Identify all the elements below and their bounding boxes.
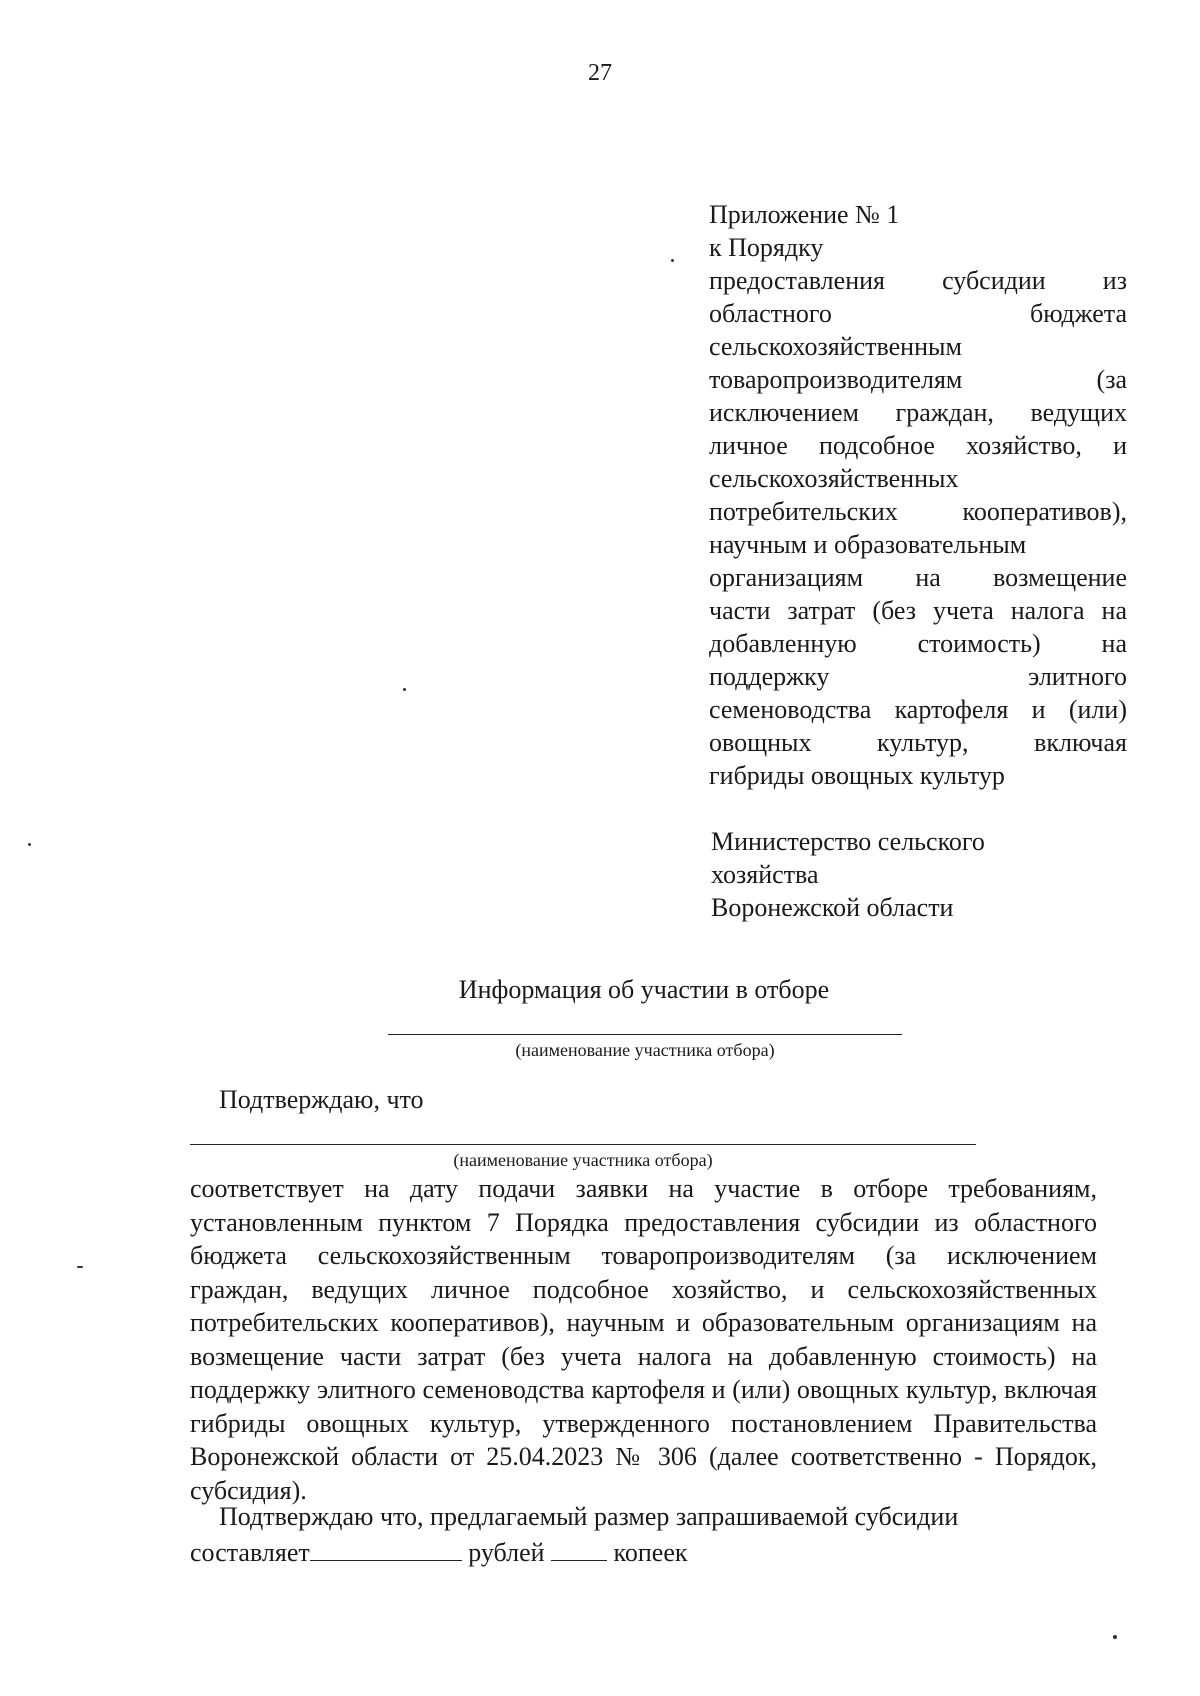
compliance-paragraph: соответствует на дату подачи заявки на участие в отборе требованиям, установленным пунктом 7 Порядка предоставления субсидии из областного бюджета сельскохозяйственным товаропроизводителям (за исключением граждан, ведущих личное подсобное хозяйство, и сельскохозяйственных потребительских кооперативов), научным и образовательным организациям на возмещение части затрат (без учета налога на добавленную стоимость) на поддержку элитного семеноводства картофеля и (или) овощных культур, включая гибриды овощных культур, утвержденного постановлением Правительства Воронежской области от 25.04.2023 № 306 (далее соответственно - Порядок, субсидия). <box>190 1174 1097 1505</box>
appendix-line: добавленную стоимость) на <box>709 629 1127 658</box>
appendix-line: части затрат (без учета налога на <box>709 596 1127 625</box>
scan-speck <box>671 259 674 262</box>
appendix-header <box>709 198 1127 792</box>
appendix-body <box>709 264 1127 792</box>
appendix-line: семеноводства картофеля и (или) <box>709 695 1127 724</box>
rubles-field[interactable] <box>310 1534 462 1561</box>
appendix-line: сельскохозяйственным <box>709 332 962 361</box>
recipient-line-3: Воронежской области <box>711 893 954 922</box>
kopecks-label: копеек <box>613 1538 688 1567</box>
scan-speck <box>403 688 406 691</box>
appendix-line: товаропроизводителям (за <box>709 365 1127 394</box>
scan-speck <box>1113 1635 1117 1639</box>
participant-name-field-2[interactable] <box>190 1144 976 1145</box>
recipient-block <box>711 825 1127 924</box>
participant-name-caption-1: (наименование участника отбора) <box>515 1040 775 1060</box>
appendix-title: Приложение № 1 <box>709 200 900 229</box>
participant-name-caption-2: (наименование участника отбора) <box>453 1150 713 1170</box>
appendix-line: поддержку элитного <box>709 662 1127 691</box>
subsidy-amount-line <box>190 1534 687 1568</box>
appendix-line: предоставления субсидии из <box>709 266 1127 295</box>
appendix-line: областного бюджета <box>709 299 1127 328</box>
appendix-line: организациям на возмещение <box>709 563 1127 592</box>
appendix-line: исключением граждан, ведущих <box>709 398 1127 427</box>
appendix-subtitle: к Порядку <box>709 233 824 262</box>
appendix-line: овощных культур, включая <box>709 728 1127 757</box>
appendix-line: потребительских кооперативов), <box>709 497 1127 526</box>
subsidy-amount-paragraph: Подтверждаю что, предлагаемый размер запрашиваемой субсидии <box>219 1502 959 1531</box>
kopecks-field[interactable] <box>551 1534 607 1561</box>
scan-speck <box>28 843 31 846</box>
participant-name-field-1[interactable] <box>388 1034 902 1035</box>
appendix-line: личное подсобное хозяйство, и <box>709 431 1127 460</box>
appendix-line: гибриды овощных культур <box>709 761 1005 790</box>
scan-speck <box>77 1266 83 1268</box>
appendix-line: сельскохозяйственных <box>709 464 959 493</box>
confirm-lead: Подтверждаю, что <box>219 1085 424 1114</box>
amount-lead: составляет <box>190 1538 310 1567</box>
recipient-line-2: хозяйства <box>711 860 819 889</box>
appendix-line: научным и образовательным <box>709 530 1027 559</box>
rubles-label: рублей <box>468 1538 545 1567</box>
recipient-line-1: Министерство сельского <box>711 827 985 856</box>
form-title: Информация об участии в отборе <box>458 975 830 1004</box>
page-number: 27 <box>588 60 612 86</box>
